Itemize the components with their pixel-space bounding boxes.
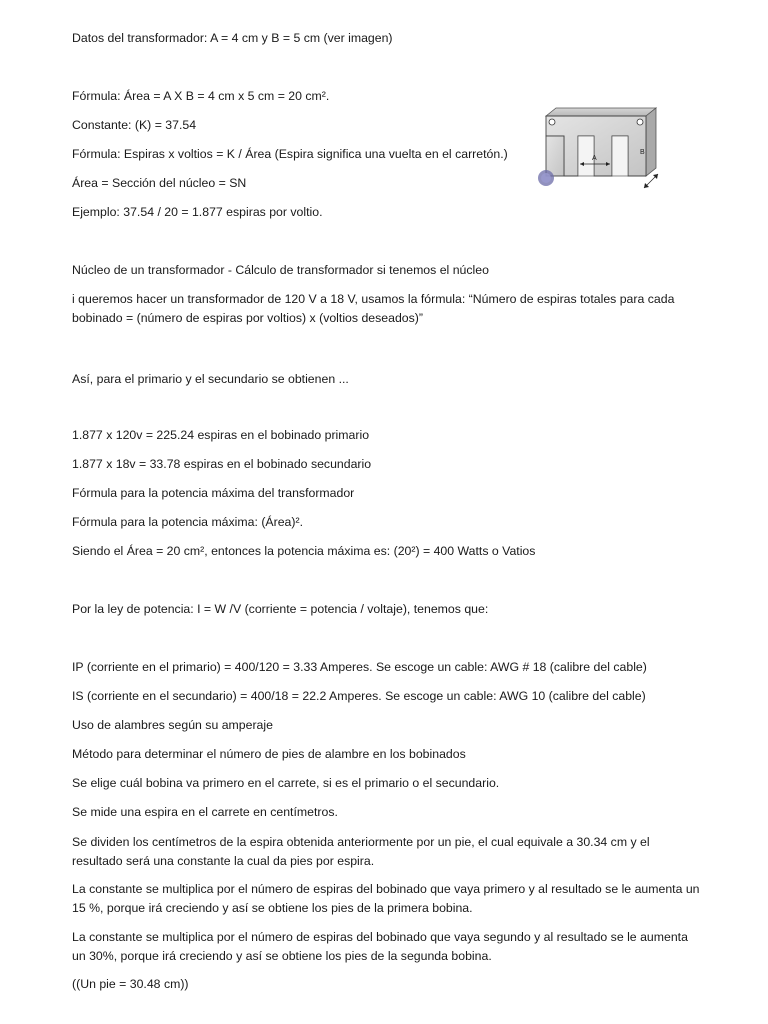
text-line-potencia-maxima: Siendo el Área = 20 cm², entonces la potencia máxima es: (20²) = 400 Watts o Vatios [72,544,536,558]
text-line-constante: Constante: (K) = 37.54 [72,118,197,132]
text-line-ejemplo: Ejemplo: 37.54 / 20 = 1.877 espiras por voltio. [72,205,323,219]
text-paragraph-segunda-bobina: La constante se multiplica por el número de espiras del bobinado que vaya segundo y al resultado se le aumenta un 30%, porque irá creciendo y así se obtiene los pies de la segunda bobina. [72,930,688,963]
text-line-espiras-secundario: 1.877 x 18v = 33.78 espiras en el bobinado secundario [72,457,372,471]
text-paragraph-formula-espiras-totales: i queremos hacer un transformador de 120 V a 18 V, usamos la fórmula: “Número de espiras totales para cada bobinado = (número de espiras por voltios) x (voltios deseados)” [72,292,675,325]
text-paragraph-dividen-centimetros: Se dividen los centímetros de la espira obtenida anteriormente por un pie, el cual equivale a 30.34 cm y el resultado será una constante la cual da pies por espira. [72,835,650,868]
text-line-espiras-primario: 1.877 x 120v = 225.24 espiras en el bobinado primario [72,428,370,442]
text-line-elige-bobina: Se elige cuál bobina va primero en el carrete, si es el primario o el secundario. [72,776,500,790]
text-line-datos: Datos del transformador: A = 4 cm y B = 5 cm (ver imagen) [72,31,393,45]
text-line-corriente-secundario: IS (corriente en el secundario) = 400/18 = 22.2 Amperes. Se escoge un cable: AWG 10 (calibre del cable) [72,689,646,703]
text-line-formula-espiras: Fórmula: Espiras x voltios = K / Área (Espira significa una vuelta en el carretón.) [72,147,508,161]
text-paragraph-primera-bobina: La constante se multiplica por el número de espiras del bobinado que vaya primero y al resultado se le aumenta un 15 %, porque irá creciendo y así se obtiene los pies de la primera bobina. [72,882,700,915]
transformer-core-figure [536,98,666,194]
dimension-label-b: B [640,149,645,156]
dimension-label-a: A [592,155,597,162]
text-line-ley-potencia: Por la ley de potencia: I = W /V (corriente = potencia / voltaje), tenemos que: [72,602,489,616]
text-line-uso-alambres: Uso de alambres según su amperaje [72,718,273,732]
text-line-corriente-primario: IP (corriente en el primario) = 400/120 = 3.33 Amperes. Se escoge un cable: AWG # 18 (calibre del cable) [72,660,647,674]
transformer-core-diagram-icon [536,98,666,194]
text-line-un-pie: ((Un pie = 30.48 cm)) [72,977,189,991]
text-line-nucleo-heading: Núcleo de un transformador - Cálculo de transformador si tenemos el núcleo [72,263,489,277]
text-line-formula-area: Fórmula: Área = A X B = 4 cm x 5 cm = 20 cm². [72,89,330,103]
text-line-primario-secundario: Así, para el primario y el secundario se obtienen ... [72,372,349,386]
text-line-potencia-heading: Fórmula para la potencia máxima del transformador [72,486,355,500]
text-line-area-sn: Área = Sección del núcleo = SN [72,176,247,190]
text-line-metodo: Método para determinar el número de pies de alambre en los bobinados [72,747,466,761]
text-line-mide-espira: Se mide una espira en el carrete en centímetros. [72,805,338,819]
text-line-formula-potencia: Fórmula para la potencia máxima: (Área)². [72,515,303,529]
